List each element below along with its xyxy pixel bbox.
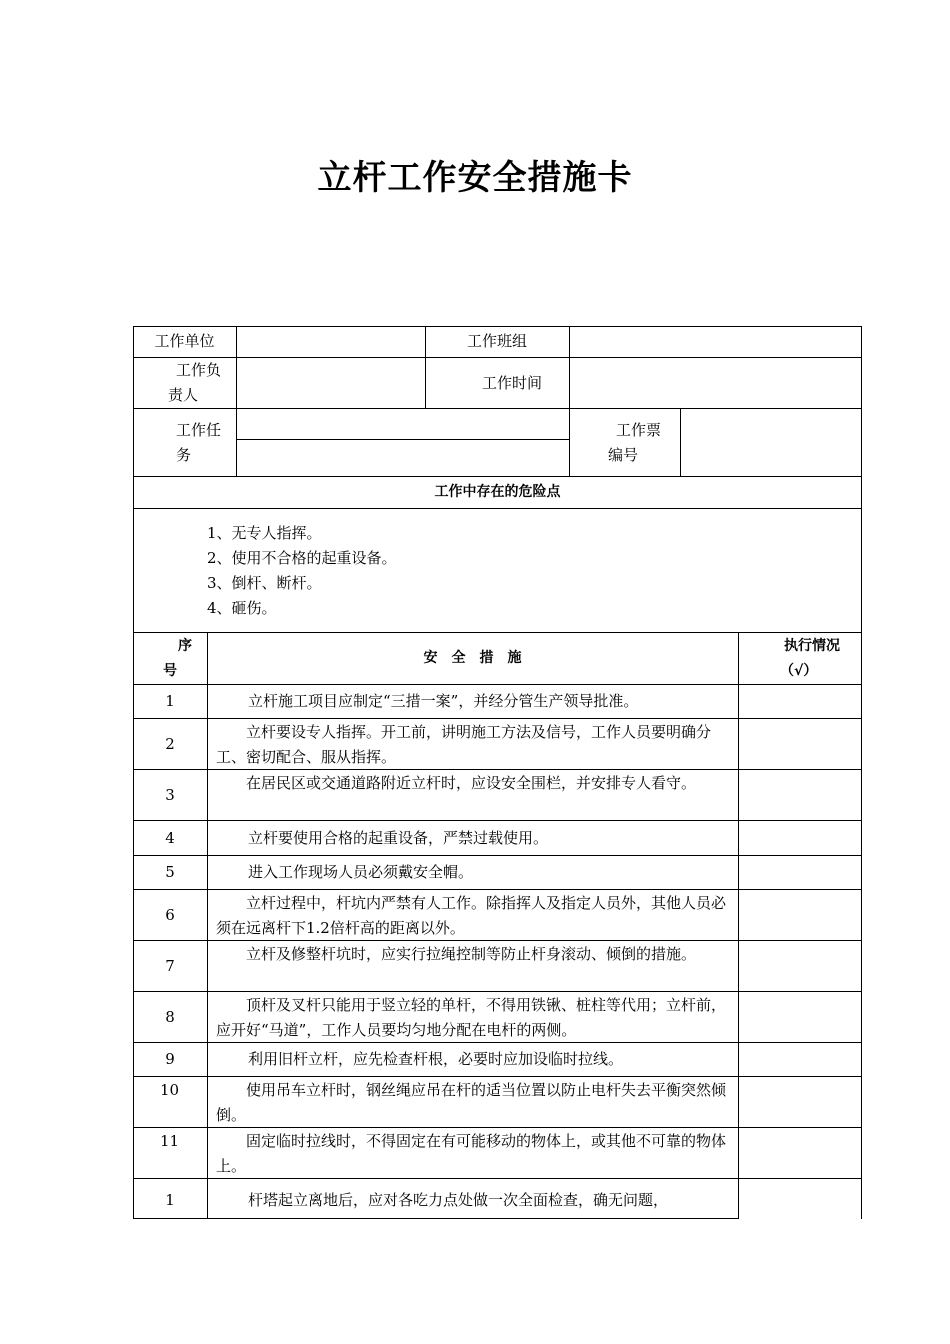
- row-number: 1: [165, 692, 175, 710]
- work-time-label: 工作时间: [481, 374, 542, 392]
- col-status-header-line1: 执行情况: [784, 638, 840, 654]
- measure-text: 立杆及修整杆坑时，应实行拉绳控制等防止杆身滚动、倾倒的措施。: [246, 945, 697, 963]
- measure-text: 在居民区或交通道路附近立杆时，应设安全围栏，并安排专人看守。: [246, 774, 697, 792]
- hazard-item: 2、使用不合格的起重设备。: [207, 549, 397, 567]
- ticket-no-label-line1: 工作票: [616, 421, 662, 439]
- measure-text: 立杆要设专人指挥。开工前，讲明施工方法及信号，工作人员要明确分工、密切配合、服从指挥。: [216, 723, 712, 766]
- ticket-no-label-line2: 编号: [608, 446, 639, 464]
- measure-text: 立杆过程中，杆坑内严禁有人工作。除指挥人及指定人员外，其他人员必须在远离杆下1.2倍杆高的距离以外。: [216, 894, 727, 937]
- work-task-label-line1: 工作任: [176, 421, 222, 439]
- measure-text: 顶杆及叉杆只能用于竖立轻的单杆，不得用铁锹、桩柱等代用；立杆前，应开好“马道”，工作人员要均匀地分配在电杆的两侧。: [216, 996, 727, 1039]
- hazard-item: 4、砸伤。: [207, 599, 277, 617]
- row-number: 8: [165, 1008, 175, 1026]
- row-number: 11: [160, 1132, 180, 1150]
- row-number: 4: [165, 829, 175, 847]
- row-number: 3: [165, 786, 175, 804]
- hazard-item: 3、倒杆、断杆。: [207, 574, 322, 592]
- hazard-item: 1、无专人指挥。: [207, 524, 322, 542]
- measure-text: 立杆要使用合格的起重设备，严禁过载使用。: [248, 829, 549, 847]
- col-no-header-line2: 号: [163, 663, 177, 679]
- row-number: 10: [160, 1081, 180, 1099]
- work-team-label: 工作班组: [466, 332, 527, 350]
- col-no-header-line1: 序: [178, 638, 192, 654]
- col-measure-header: 安 全 措 施: [423, 650, 522, 666]
- row-number: 9: [165, 1050, 175, 1068]
- row-number: 5: [165, 863, 175, 881]
- measure-text: 立杆施工项目应制定“三措一案”，并经分管生产领导批准。: [248, 692, 639, 710]
- row-number: 1: [165, 1191, 175, 1209]
- work-leader-label-line1: 工作负: [176, 361, 222, 379]
- work-unit-label: 工作单位: [154, 332, 215, 350]
- hazards-heading: 工作中存在的危险点: [434, 484, 561, 500]
- measure-text: 杆塔起立离地后，应对各吃力点处做一次全面检查，确无问题，: [248, 1191, 669, 1209]
- row-number: 7: [165, 957, 175, 975]
- work-leader-label-line2: 责人: [168, 386, 199, 404]
- measure-text: 使用吊车立杆时，钢丝绳应吊在杆的适当位置以防止电杆失去平衡突然倾倒。: [216, 1081, 727, 1124]
- col-status-header-line2: （√）: [780, 663, 818, 679]
- row-number: 6: [165, 906, 175, 924]
- measure-text: 进入工作现场人员必须戴安全帽。: [248, 863, 474, 881]
- measure-text: 固定临时拉线时，不得固定在有可能移动的物体上，或其他不可靠的物体上。: [216, 1132, 727, 1175]
- measure-text: 利用旧杆立杆，应先检查杆根，必要时应加设临时拉线。: [248, 1050, 624, 1068]
- page-title: 立杆工作安全措施卡: [317, 158, 633, 198]
- work-task-label-line2: 务: [176, 446, 192, 464]
- row-number: 2: [165, 735, 175, 753]
